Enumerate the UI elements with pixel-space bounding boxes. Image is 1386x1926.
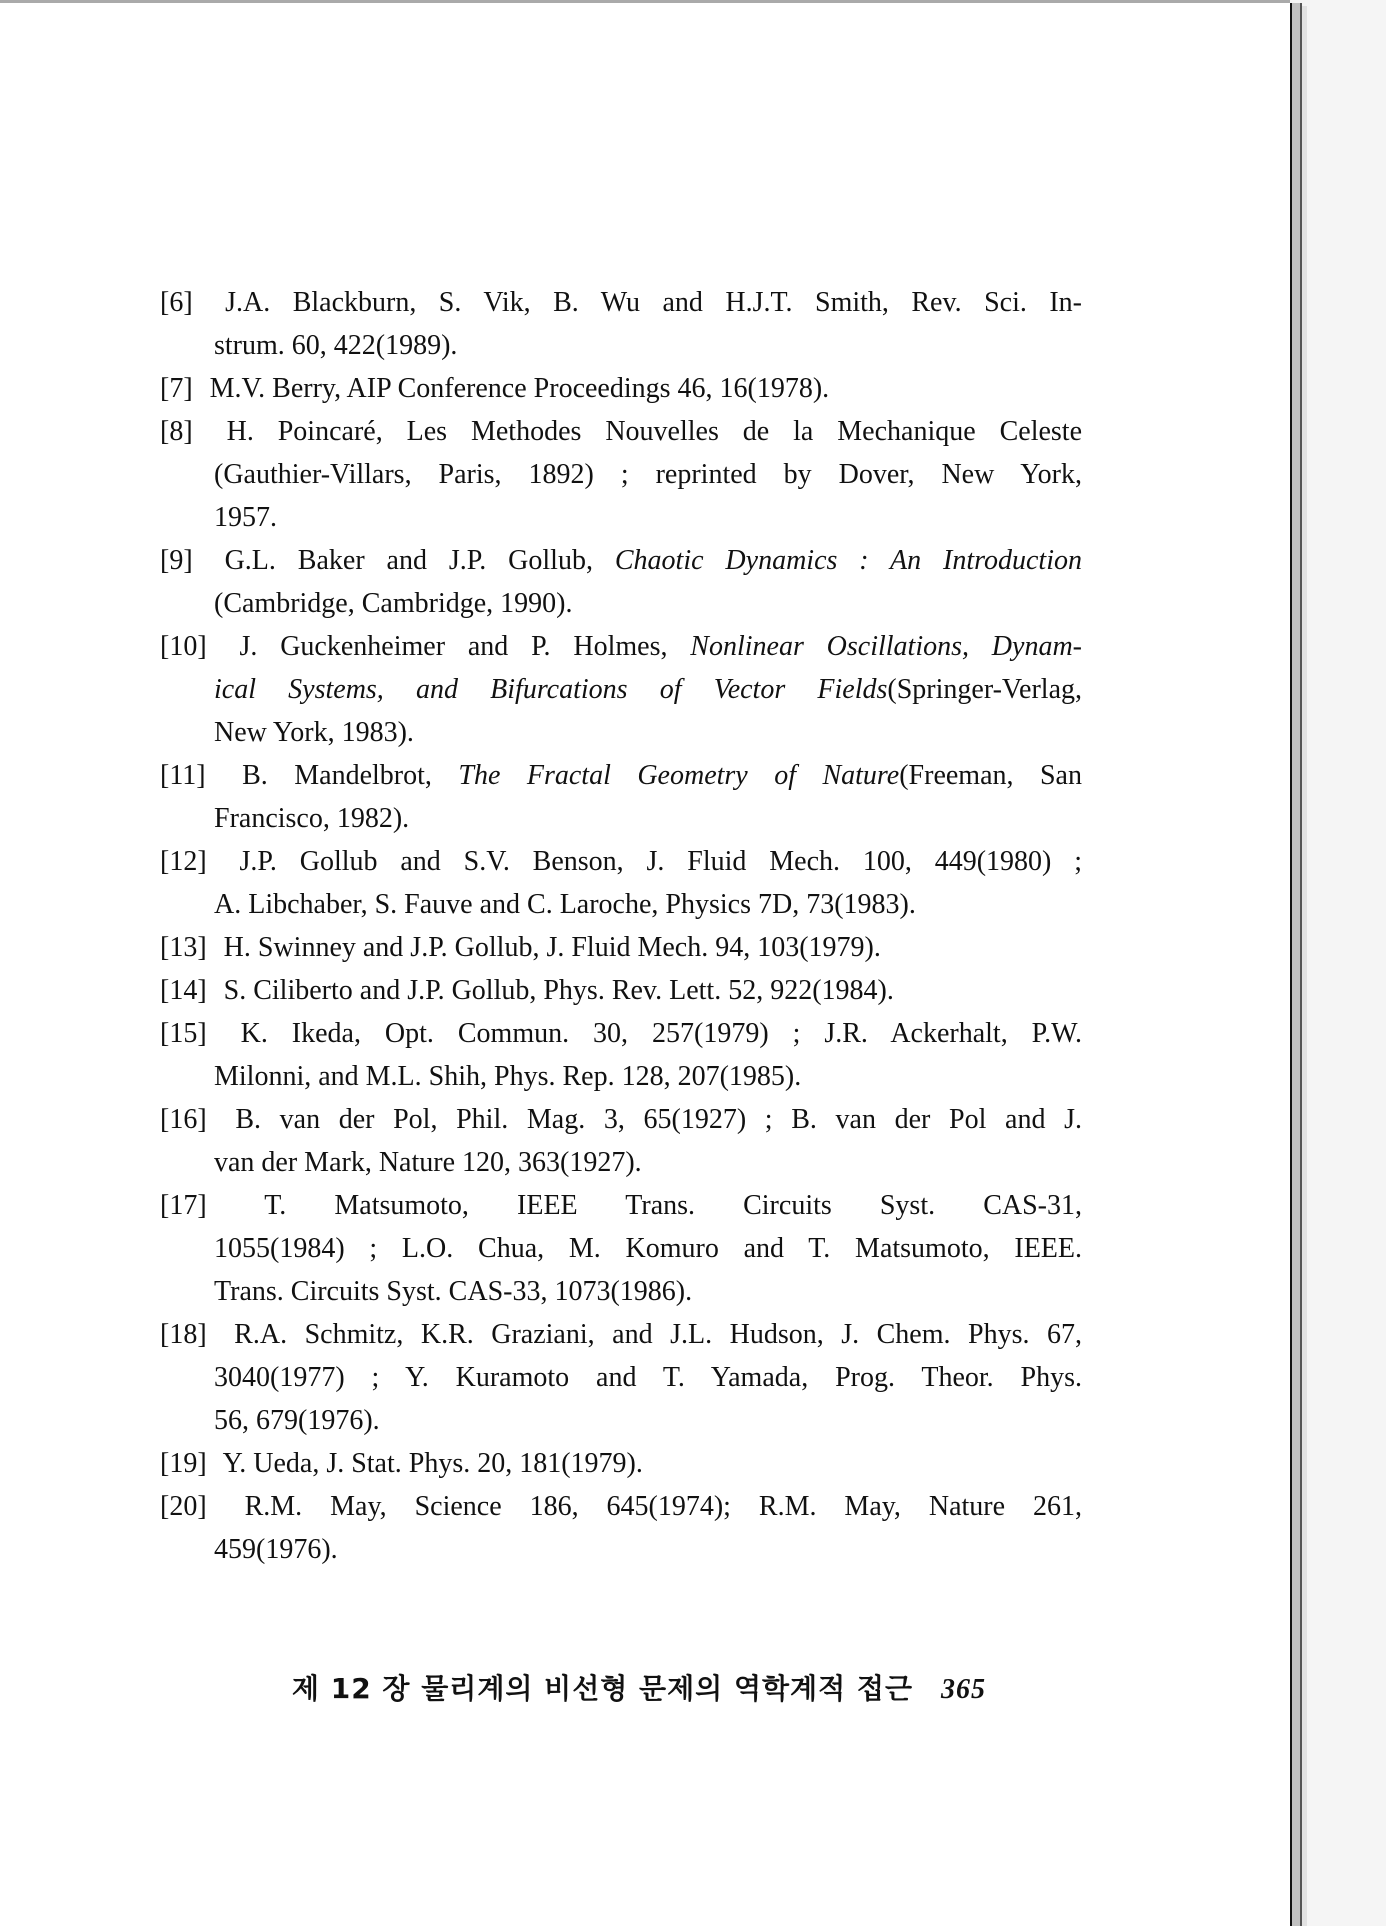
reference-text: J.A. Blackburn, S. Vik, B. Wu and H.J.T. Smith, Rev. Sci. In- [225,287,1083,318]
page-footer [292,1667,986,1707]
reference-title-italic: The Fractal Geometry of Nature [458,760,900,791]
reference-item [160,410,1082,539]
reference-line [214,1055,1082,1098]
reference-line [214,1141,1082,1184]
reference-item [160,1313,1082,1442]
reference-label: [19] [160,1448,207,1479]
reference-text: New York, 1983). [214,717,414,748]
reference-label: [18] [160,1319,207,1350]
reference-text: Francisco, 1982). [214,803,410,834]
reference-line [160,625,1082,668]
reference-line [160,410,1082,453]
reference-line [160,1012,1082,1055]
page-shadow [1302,6,1307,1926]
reference-text: (Springer-Verlag, [887,674,1082,705]
reference-text: T. Matsumoto, IEEE Trans. Circuits Syst. CAS-31, [264,1190,1082,1221]
reference-text: G.L. Baker and J.P. Gollub, [224,545,615,576]
reference-text: B. Mandelbrot, [242,760,459,791]
reference-line [214,668,1082,711]
reference-line [160,1485,1082,1528]
reference-text: (Gauthier-Villars, Paris, 1892) ; reprinted by Dover, New York, [214,459,1082,490]
reference-item [160,539,1082,625]
reference-text: J. Guckenheimer and P. Holmes, [239,631,691,662]
reference-text: H. Poincaré, Les Methodes Nouvelles de la Mechanique Celeste [226,416,1082,447]
reference-text: R.M. May, Science 186, 645(1974); R.M. May, Nature 261, [244,1491,1083,1522]
reference-label: [16] [160,1104,207,1135]
reference-line [214,1356,1082,1399]
reference-text: 1055(1984) ; L.O. Chua, M. Komuro and T. Matsumoto, IEEE. [214,1233,1082,1264]
reference-item [160,1442,1082,1485]
reference-text: (Cambridge, Cambridge, 1990). [214,588,573,619]
reference-text: van der Mark, Nature 120, 363(1927). [214,1147,642,1178]
reference-line [214,324,1082,367]
reference-text: S. Ciliberto and J.P. Gollub, Phys. Rev. Lett. 52, 922(1984). [223,975,894,1006]
reference-line [160,281,1082,324]
reference-title-italic: Nonlinear Oscillations, Dynam- [690,631,1083,662]
reference-line [214,582,1082,625]
reference-label: [17] [160,1190,207,1221]
chapter-title: 제 12 장 물리계의 비선형 문제의 역학계적 접근 [291,1672,913,1705]
reference-item [160,1098,1082,1184]
reference-label: [12] [160,846,207,877]
reference-item [160,1184,1082,1313]
reference-item [160,1012,1082,1098]
reference-label: [15] [160,1018,207,1049]
reference-item [160,281,1082,367]
reference-text: Trans. Circuits Syst. CAS-33, 1073(1986). [214,1276,693,1307]
reference-line [160,1098,1082,1141]
reference-line [160,926,1082,969]
reference-item [160,625,1082,754]
reference-text: Milonni, and M.L. Shih, Phys. Rep. 128, 207(1985). [214,1061,802,1092]
reference-text: R.A. Schmitz, K.R. Graziani, and J.L. Hudson, J. Chem. Phys. 67, [234,1319,1082,1350]
reference-text: strum. 60, 422(1989). [214,330,458,361]
reference-item [160,367,1082,410]
reference-title-italic: Chaotic Dynamics : An Introduction [614,545,1082,576]
reference-line [214,1399,1082,1442]
reference-label: [14] [160,975,207,1006]
reference-label: [20] [160,1491,207,1522]
reference-text: A. Libchaber, S. Fauve and C. Laroche, Physics 7D, 73(1983). [214,889,916,920]
reference-line [160,840,1082,883]
reference-line [160,1442,1082,1485]
reference-label: [9] [160,545,193,576]
reference-label: [11] [160,760,206,791]
reference-label: [13] [160,932,207,963]
reference-text: 1957. [214,502,277,533]
reference-label: [10] [160,631,207,662]
reference-line [214,711,1082,754]
reference-line [160,539,1082,582]
reference-line [214,453,1082,496]
reference-label: [8] [160,416,193,447]
reference-line [214,1270,1082,1313]
reference-item [160,840,1082,926]
reference-text: M.V. Berry, AIP Conference Proceedings 46, 16(1978). [209,373,830,404]
reference-item [160,754,1082,840]
reference-line [214,1528,1082,1571]
reference-item [160,926,1082,969]
reference-text: H. Swinney and J.P. Gollub, J. Fluid Mech. 94, 103(1979). [223,932,881,963]
reference-title-italic: ical Systems, and Bifurcations of Vector Fields [214,674,888,705]
reference-text: Y. Ueda, J. Stat. Phys. 20, 181(1979). [222,1448,643,1479]
reference-line [214,883,1082,926]
reference-line [160,969,1082,1012]
reference-label: [6] [160,287,193,318]
reference-line [160,1313,1082,1356]
reference-text: B. van der Pol, Phil. Mag. 3, 65(1927) ; B. van der Pol and J. [235,1104,1083,1135]
reference-text: (Freeman, San [899,760,1082,791]
reference-text: J.P. Gollub and S.V. Benson, J. Fluid Mech. 100, 449(1980) ; [239,846,1083,877]
reference-list [160,281,1082,1571]
reference-line [214,797,1082,840]
page-number: 365 [941,1674,986,1705]
reference-line [160,367,1082,410]
reference-item [160,1485,1082,1571]
reference-text: 459(1976). [214,1534,338,1565]
reference-text: K. Ikeda, Opt. Commun. 30, 257(1979) ; J.R. Ackerhalt, P.W. [240,1018,1082,1049]
reference-line [214,496,1082,539]
reference-label: [7] [160,373,193,404]
reference-text: 56, 679(1976). [214,1405,380,1436]
reference-line [214,1227,1082,1270]
reference-line [160,754,1082,797]
page-edge [1290,3,1302,1926]
reference-text: 3040(1977) ; Y. Kuramoto and T. Yamada, Prog. Theor. Phys. [214,1362,1082,1393]
reference-line [160,1184,1082,1227]
reference-item [160,969,1082,1012]
